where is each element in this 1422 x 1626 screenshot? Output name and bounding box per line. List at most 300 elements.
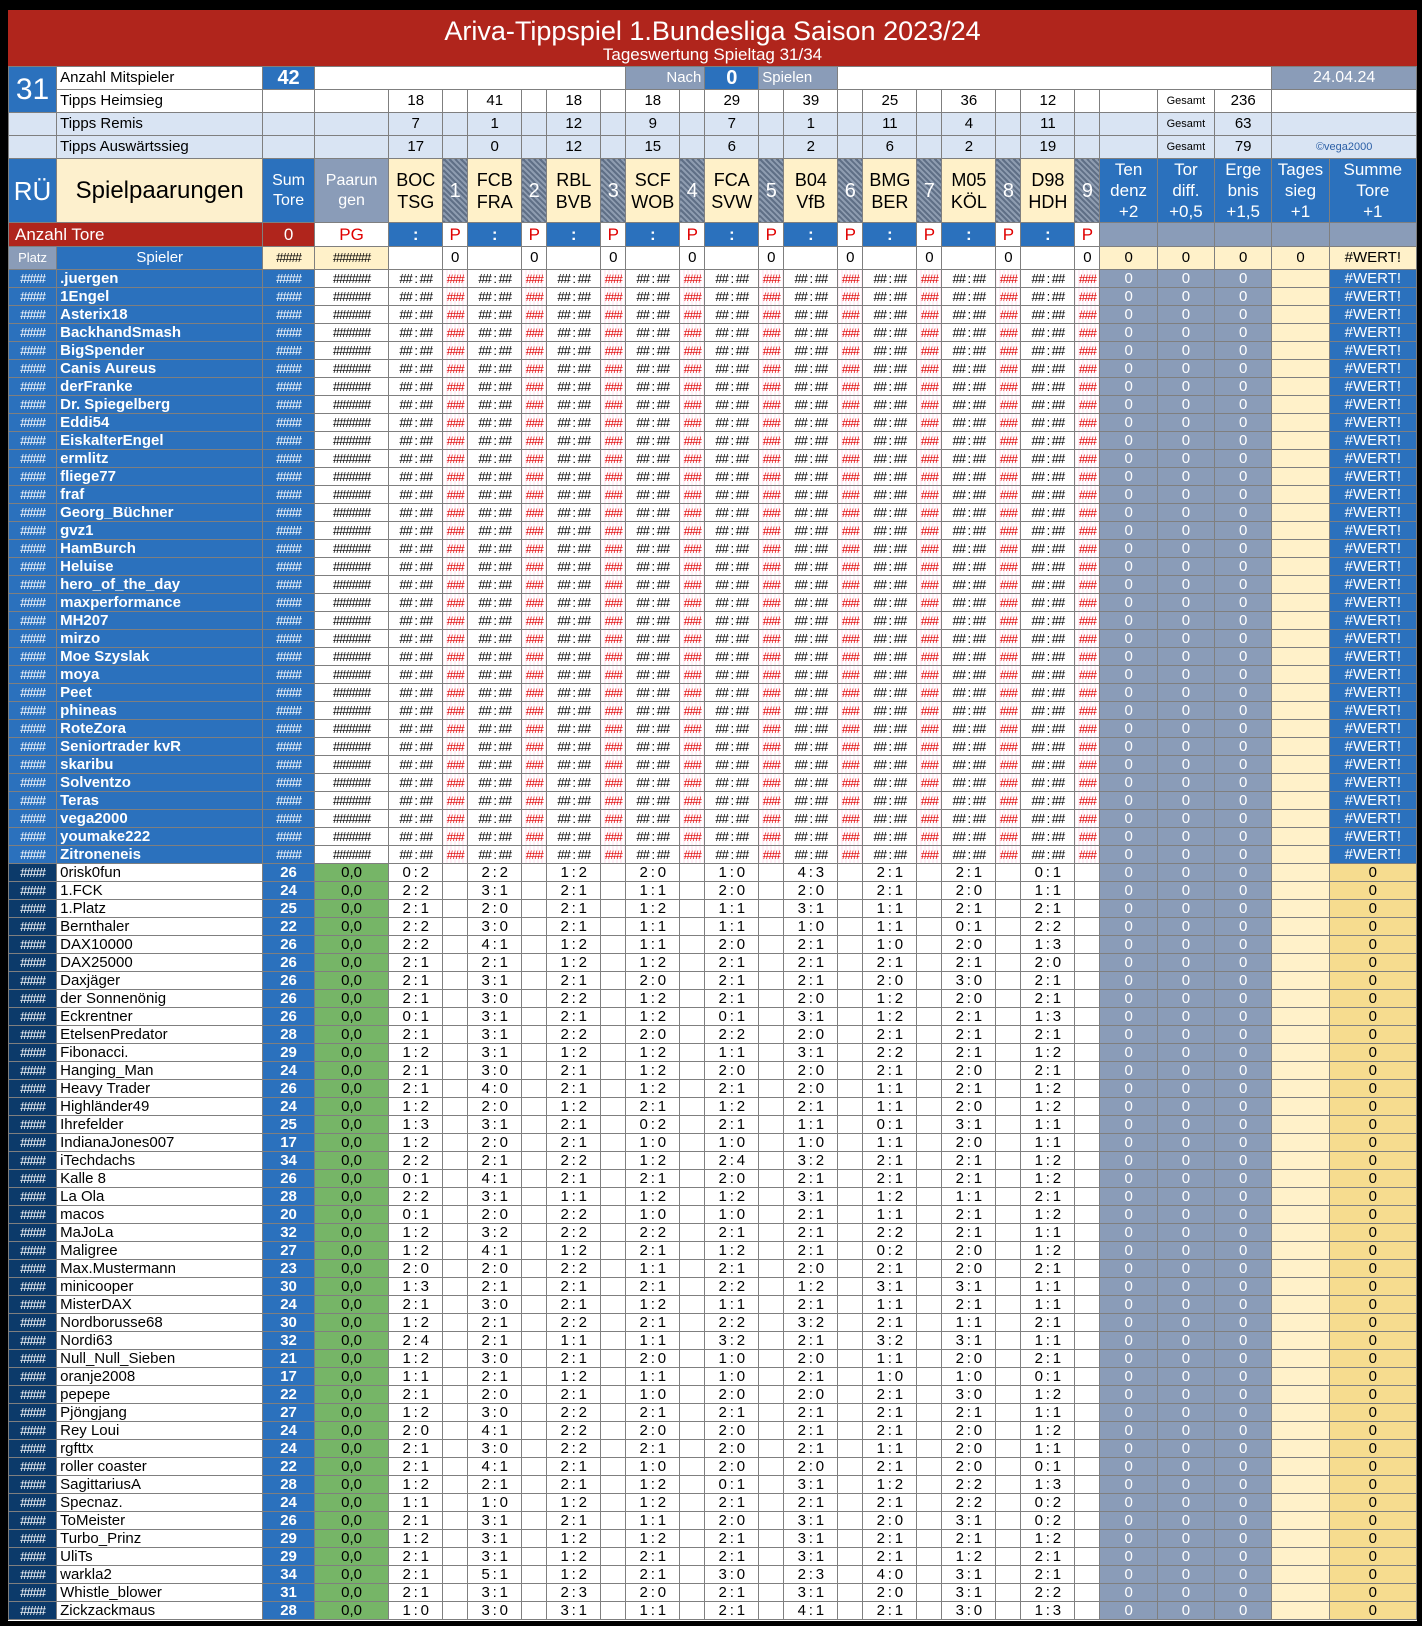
player-name[interactable]: gvz1 bbox=[57, 522, 263, 540]
tipp-cell[interactable]: 2 : 0 bbox=[784, 1350, 838, 1368]
tipp-cell[interactable]: 2 : 0 bbox=[389, 1260, 443, 1278]
tipp-cell[interactable]: 2 : 1 bbox=[626, 1566, 680, 1584]
tipp-cell[interactable]: 2 : 1 bbox=[468, 954, 522, 972]
tipp-cell[interactable]: 1 : 1 bbox=[863, 1206, 917, 1224]
tipp-cell[interactable]: 1 : 2 bbox=[626, 1476, 680, 1494]
tipp-cell[interactable]: 2 : 0 bbox=[784, 1080, 838, 1098]
player-name[interactable]: mirzo bbox=[57, 630, 263, 648]
tipp-cell[interactable]: 1 : 1 bbox=[626, 918, 680, 936]
player-name[interactable]: 1.FCK bbox=[57, 882, 263, 900]
player-name[interactable]: 1.Platz bbox=[57, 900, 263, 918]
tipp-cell[interactable]: 2 : 1 bbox=[863, 882, 917, 900]
tipp-cell[interactable]: 2 : 1 bbox=[705, 1530, 759, 1548]
tipp-cell[interactable]: 2 : 0 bbox=[705, 1440, 759, 1458]
tipp-cell[interactable]: 2 : 0 bbox=[626, 864, 680, 882]
player-name[interactable]: Rey Loui bbox=[57, 1422, 263, 1440]
tipp-cell[interactable]: 0 : 1 bbox=[942, 918, 996, 936]
tipp-cell[interactable]: 1 : 1 bbox=[626, 936, 680, 954]
tipp-cell[interactable]: 1 : 2 bbox=[626, 1494, 680, 1512]
tipp-cell[interactable]: 3 : 1 bbox=[784, 1008, 838, 1026]
tipp-cell[interactable]: 3 : 1 bbox=[784, 1188, 838, 1206]
tipp-cell[interactable]: 2 : 1 bbox=[626, 1278, 680, 1296]
tipp-cell[interactable]: 2 : 1 bbox=[1021, 1314, 1075, 1332]
tipp-cell[interactable]: 1 : 2 bbox=[389, 1134, 443, 1152]
player-name[interactable]: Ihrefelder bbox=[57, 1116, 263, 1134]
tipp-cell[interactable]: 1 : 0 bbox=[626, 1134, 680, 1152]
tipp-cell[interactable]: 1 : 2 bbox=[863, 1188, 917, 1206]
tipp-cell[interactable]: 2 : 2 bbox=[863, 1044, 917, 1062]
tipp-cell[interactable]: 2 : 1 bbox=[863, 1314, 917, 1332]
tipp-cell[interactable]: 2 : 0 bbox=[942, 1134, 996, 1152]
player-name[interactable]: rgfttx bbox=[57, 1440, 263, 1458]
tipp-cell[interactable]: 2 : 1 bbox=[626, 1098, 680, 1116]
tipp-cell[interactable]: 2 : 0 bbox=[784, 1458, 838, 1476]
tipp-cell[interactable]: 3 : 1 bbox=[547, 1602, 601, 1620]
player-name[interactable]: hero_of_the_day bbox=[57, 576, 263, 594]
tipp-cell[interactable]: 1 : 2 bbox=[547, 1368, 601, 1386]
tipp-cell[interactable]: 1 : 1 bbox=[1021, 1404, 1075, 1422]
tipp-cell[interactable]: 1 : 1 bbox=[626, 1512, 680, 1530]
tipp-cell[interactable]: 4 : 3 bbox=[784, 864, 838, 882]
player-name[interactable]: Dr. Spiegelberg bbox=[57, 396, 263, 414]
player-name[interactable]: Whistle_blower bbox=[57, 1584, 263, 1602]
tipp-cell[interactable]: 1 : 0 bbox=[784, 918, 838, 936]
tipp-cell[interactable]: 2 : 0 bbox=[942, 1458, 996, 1476]
tipp-cell[interactable]: 1 : 2 bbox=[547, 1566, 601, 1584]
tipp-cell[interactable]: 2 : 1 bbox=[863, 1458, 917, 1476]
tipp-cell[interactable]: 2 : 1 bbox=[547, 1350, 601, 1368]
tipp-cell[interactable]: 2 : 1 bbox=[863, 1494, 917, 1512]
tipp-cell[interactable]: 2 : 1 bbox=[784, 972, 838, 990]
tipp-cell[interactable]: 1 : 0 bbox=[863, 1368, 917, 1386]
tipp-cell[interactable]: 3 : 0 bbox=[468, 1602, 522, 1620]
tipp-cell[interactable]: 2 : 1 bbox=[784, 1098, 838, 1116]
tipp-cell[interactable]: 1 : 2 bbox=[1021, 1098, 1075, 1116]
tipp-cell[interactable]: 3 : 2 bbox=[784, 1152, 838, 1170]
tipp-cell[interactable]: 2 : 1 bbox=[863, 1530, 917, 1548]
player-name[interactable]: EtelsenPredator bbox=[57, 1026, 263, 1044]
tipp-cell[interactable]: 2 : 2 bbox=[547, 1422, 601, 1440]
tipp-cell[interactable]: 3 : 0 bbox=[468, 1440, 522, 1458]
tipp-cell[interactable]: 2 : 1 bbox=[863, 954, 917, 972]
tipp-cell[interactable]: 2 : 1 bbox=[389, 1584, 443, 1602]
tipp-cell[interactable]: 2 : 2 bbox=[1021, 918, 1075, 936]
player-name[interactable]: Zickzackmaus bbox=[57, 1602, 263, 1620]
tipp-cell[interactable]: 1 : 2 bbox=[389, 1314, 443, 1332]
tipp-cell[interactable]: 3 : 1 bbox=[942, 1116, 996, 1134]
tipp-cell[interactable]: 2 : 1 bbox=[389, 1386, 443, 1404]
tipp-cell[interactable]: 3 : 1 bbox=[863, 1278, 917, 1296]
player-name[interactable]: roller coaster bbox=[57, 1458, 263, 1476]
tipp-cell[interactable]: 1 : 2 bbox=[389, 1224, 443, 1242]
tipp-cell[interactable]: 2 : 1 bbox=[784, 1422, 838, 1440]
player-name[interactable]: BackhandSmash bbox=[57, 324, 263, 342]
tipp-cell[interactable]: 2 : 1 bbox=[784, 1206, 838, 1224]
tipp-cell[interactable]: 1 : 3 bbox=[1021, 936, 1075, 954]
tipp-cell[interactable]: 2 : 1 bbox=[705, 1404, 759, 1422]
tipp-cell[interactable]: 2 : 0 bbox=[626, 1350, 680, 1368]
tipp-cell[interactable]: 1 : 1 bbox=[1021, 882, 1075, 900]
tipp-cell[interactable]: 1 : 2 bbox=[863, 990, 917, 1008]
tipp-cell[interactable]: 1 : 2 bbox=[547, 1242, 601, 1260]
player-name[interactable]: Maligree bbox=[57, 1242, 263, 1260]
tipp-cell[interactable]: 2 : 0 bbox=[468, 1134, 522, 1152]
tipp-cell[interactable]: 3 : 0 bbox=[468, 918, 522, 936]
tipp-cell[interactable]: 1 : 1 bbox=[705, 1296, 759, 1314]
player-name[interactable]: IndianaJones007 bbox=[57, 1134, 263, 1152]
player-name[interactable]: minicooper bbox=[57, 1278, 263, 1296]
tipp-cell[interactable]: 2 : 1 bbox=[1021, 1260, 1075, 1278]
tipp-cell[interactable]: 3 : 1 bbox=[784, 1584, 838, 1602]
tipp-cell[interactable]: 2 : 2 bbox=[705, 1278, 759, 1296]
tipp-cell[interactable]: 2 : 2 bbox=[547, 1440, 601, 1458]
tipp-cell[interactable]: 1 : 1 bbox=[1021, 1134, 1075, 1152]
tipp-cell[interactable]: 2 : 0 bbox=[784, 1062, 838, 1080]
player-name[interactable]: fraf bbox=[57, 486, 263, 504]
tipp-cell[interactable]: 2 : 0 bbox=[705, 882, 759, 900]
tipp-cell[interactable]: 2 : 1 bbox=[942, 900, 996, 918]
tipp-cell[interactable]: 2 : 3 bbox=[547, 1584, 601, 1602]
tipp-cell[interactable]: 3 : 0 bbox=[468, 1404, 522, 1422]
tipp-cell[interactable]: 2 : 1 bbox=[863, 1026, 917, 1044]
tipp-cell[interactable]: 0 : 2 bbox=[626, 1116, 680, 1134]
tipp-cell[interactable]: 2 : 1 bbox=[942, 1530, 996, 1548]
tipp-cell[interactable]: 1 : 2 bbox=[389, 1098, 443, 1116]
tipp-cell[interactable]: 1 : 2 bbox=[389, 1530, 443, 1548]
player-name[interactable]: Turbo_Prinz bbox=[57, 1530, 263, 1548]
player-name[interactable]: Nordborusse68 bbox=[57, 1314, 263, 1332]
tipp-cell[interactable]: 2 : 2 bbox=[942, 1476, 996, 1494]
tipp-cell[interactable]: 2 : 2 bbox=[547, 1152, 601, 1170]
tipp-cell[interactable]: 1 : 1 bbox=[1021, 1332, 1075, 1350]
tipp-cell[interactable]: 1 : 2 bbox=[389, 1404, 443, 1422]
tipp-cell[interactable]: 2 : 0 bbox=[863, 1584, 917, 1602]
tipp-cell[interactable]: 2 : 1 bbox=[863, 1602, 917, 1620]
tipp-cell[interactable]: 2 : 2 bbox=[942, 1494, 996, 1512]
tipp-cell[interactable]: 4 : 1 bbox=[468, 1422, 522, 1440]
tipp-cell[interactable]: 3 : 1 bbox=[468, 1512, 522, 1530]
player-name[interactable]: Eckrentner bbox=[57, 1008, 263, 1026]
tipp-cell[interactable]: 2 : 2 bbox=[547, 1224, 601, 1242]
tipp-cell[interactable]: 4 : 1 bbox=[468, 936, 522, 954]
tipp-cell[interactable]: 4 : 1 bbox=[468, 1170, 522, 1188]
player-name[interactable]: pepepe bbox=[57, 1386, 263, 1404]
tipp-cell[interactable]: 1 : 0 bbox=[705, 864, 759, 882]
tipp-cell[interactable]: 2 : 1 bbox=[468, 1332, 522, 1350]
tipp-cell[interactable]: 1 : 1 bbox=[626, 1260, 680, 1278]
player-name[interactable]: Kalle 8 bbox=[57, 1170, 263, 1188]
player-name[interactable]: youmake222 bbox=[57, 828, 263, 846]
tipp-cell[interactable]: 2 : 1 bbox=[863, 1260, 917, 1278]
tipp-cell[interactable]: 1 : 2 bbox=[626, 1188, 680, 1206]
tipp-cell[interactable]: 1 : 2 bbox=[547, 954, 601, 972]
tipp-cell[interactable]: 2 : 1 bbox=[705, 990, 759, 1008]
tipp-cell[interactable]: 2 : 2 bbox=[547, 1314, 601, 1332]
tipp-cell[interactable]: 2 : 0 bbox=[705, 1386, 759, 1404]
tipp-cell[interactable]: 1 : 2 bbox=[626, 1152, 680, 1170]
tipp-cell[interactable]: 2 : 2 bbox=[389, 918, 443, 936]
tipp-cell[interactable]: 2 : 1 bbox=[705, 954, 759, 972]
tipp-cell[interactable]: 2 : 1 bbox=[547, 1278, 601, 1296]
player-name[interactable]: warkla2 bbox=[57, 1566, 263, 1584]
tipp-cell[interactable]: 1 : 1 bbox=[784, 1116, 838, 1134]
tipp-cell[interactable]: 1 : 0 bbox=[705, 1350, 759, 1368]
player-name[interactable]: Null_Null_Sieben bbox=[57, 1350, 263, 1368]
player-name[interactable]: Peet bbox=[57, 684, 263, 702]
tipp-cell[interactable]: 2 : 0 bbox=[626, 972, 680, 990]
player-name[interactable]: DAX25000 bbox=[57, 954, 263, 972]
tipp-cell[interactable]: 2 : 1 bbox=[547, 900, 601, 918]
tipp-cell[interactable]: 2 : 0 bbox=[784, 1026, 838, 1044]
tipp-cell[interactable]: 2 : 1 bbox=[389, 972, 443, 990]
tipp-cell[interactable]: 1 : 2 bbox=[626, 954, 680, 972]
tipp-cell[interactable]: 3 : 0 bbox=[942, 972, 996, 990]
tipp-cell[interactable]: 2 : 2 bbox=[389, 936, 443, 954]
tipp-cell[interactable]: 2 : 0 bbox=[942, 936, 996, 954]
tipp-cell[interactable]: 1 : 2 bbox=[547, 1494, 601, 1512]
tipp-cell[interactable]: 1 : 1 bbox=[863, 1296, 917, 1314]
tipp-cell[interactable]: 2 : 1 bbox=[626, 1314, 680, 1332]
tipp-cell[interactable]: 1 : 2 bbox=[626, 900, 680, 918]
tipp-cell[interactable]: 1 : 2 bbox=[1021, 1530, 1075, 1548]
tipp-cell[interactable]: 0 : 1 bbox=[1021, 1458, 1075, 1476]
tipp-cell[interactable]: 1 : 1 bbox=[626, 1368, 680, 1386]
tipp-cell[interactable]: 2 : 0 bbox=[389, 1422, 443, 1440]
tipp-cell[interactable]: 4 : 0 bbox=[468, 1080, 522, 1098]
tipp-cell[interactable]: 1 : 0 bbox=[705, 1368, 759, 1386]
player-name[interactable]: .juergen bbox=[57, 270, 263, 288]
tipp-cell[interactable]: 1 : 1 bbox=[1021, 1296, 1075, 1314]
tipp-cell[interactable]: 2 : 1 bbox=[1021, 1548, 1075, 1566]
player-name[interactable]: Teras bbox=[57, 792, 263, 810]
tipp-cell[interactable]: 2 : 0 bbox=[942, 1062, 996, 1080]
result-input[interactable]: : bbox=[784, 223, 838, 247]
tipp-cell[interactable]: 1 : 1 bbox=[1021, 1116, 1075, 1134]
tipp-cell[interactable]: 1 : 1 bbox=[389, 1494, 443, 1512]
tipp-cell[interactable]: 0 : 1 bbox=[1021, 1368, 1075, 1386]
player-name[interactable]: Seniortrader kvR bbox=[57, 738, 263, 756]
tipp-cell[interactable]: 2 : 2 bbox=[389, 1152, 443, 1170]
tipp-cell[interactable]: 1 : 2 bbox=[626, 1530, 680, 1548]
tipp-cell[interactable]: 1 : 0 bbox=[784, 1134, 838, 1152]
tipp-cell[interactable]: 0 : 1 bbox=[863, 1116, 917, 1134]
tipp-cell[interactable]: 1 : 0 bbox=[705, 1206, 759, 1224]
tipp-cell[interactable]: 3 : 1 bbox=[784, 1530, 838, 1548]
tipp-cell[interactable]: 2 : 1 bbox=[705, 1494, 759, 1512]
tipp-cell[interactable]: 2 : 1 bbox=[1021, 1026, 1075, 1044]
tipp-cell[interactable]: 2 : 0 bbox=[942, 1260, 996, 1278]
tipp-cell[interactable]: 1 : 0 bbox=[468, 1494, 522, 1512]
player-name[interactable]: Georg_Büchner bbox=[57, 504, 263, 522]
tipp-cell[interactable]: 3 : 2 bbox=[705, 1332, 759, 1350]
tipp-cell[interactable]: 3 : 2 bbox=[863, 1332, 917, 1350]
tipp-cell[interactable]: 2 : 1 bbox=[626, 1404, 680, 1422]
tipp-cell[interactable]: 2 : 0 bbox=[705, 1170, 759, 1188]
tipp-cell[interactable]: 2 : 1 bbox=[626, 1170, 680, 1188]
tipp-cell[interactable]: 1 : 1 bbox=[1021, 1440, 1075, 1458]
tipp-cell[interactable]: 2 : 0 bbox=[468, 1206, 522, 1224]
tipp-cell[interactable]: 2 : 1 bbox=[547, 1296, 601, 1314]
tipp-cell[interactable]: 2 : 2 bbox=[547, 990, 601, 1008]
tipp-cell[interactable]: 2 : 2 bbox=[389, 1188, 443, 1206]
player-name[interactable]: Daxjäger bbox=[57, 972, 263, 990]
tipp-cell[interactable]: 2 : 1 bbox=[784, 1224, 838, 1242]
player-name[interactable]: Moe Szyslak bbox=[57, 648, 263, 666]
tipp-cell[interactable]: 2 : 0 bbox=[942, 882, 996, 900]
player-name[interactable]: BigSpender bbox=[57, 342, 263, 360]
tipp-cell[interactable]: 0 : 1 bbox=[389, 1206, 443, 1224]
tipp-cell[interactable]: 3 : 0 bbox=[468, 1350, 522, 1368]
tipp-cell[interactable]: 2 : 2 bbox=[389, 882, 443, 900]
tipp-cell[interactable]: 3 : 1 bbox=[468, 882, 522, 900]
tipp-cell[interactable]: 2 : 1 bbox=[547, 1512, 601, 1530]
tipp-cell[interactable]: 2 : 1 bbox=[468, 1476, 522, 1494]
tipp-cell[interactable]: 2 : 1 bbox=[942, 1008, 996, 1026]
player-name[interactable]: Bernthaler bbox=[57, 918, 263, 936]
player-name[interactable]: Highländer49 bbox=[57, 1098, 263, 1116]
tipp-cell[interactable]: 2 : 0 bbox=[705, 936, 759, 954]
tipp-cell[interactable]: 2 : 1 bbox=[389, 1512, 443, 1530]
tipp-cell[interactable]: 2 : 0 bbox=[626, 1026, 680, 1044]
tipp-cell[interactable]: 1 : 2 bbox=[1021, 1422, 1075, 1440]
tipp-cell[interactable]: 1 : 0 bbox=[705, 1134, 759, 1152]
tipp-cell[interactable]: 2 : 1 bbox=[784, 1368, 838, 1386]
tipp-cell[interactable]: 1 : 1 bbox=[705, 1044, 759, 1062]
tipp-cell[interactable]: 2 : 1 bbox=[705, 1548, 759, 1566]
tipp-cell[interactable]: 1 : 2 bbox=[1021, 1044, 1075, 1062]
tipp-cell[interactable]: 2 : 1 bbox=[942, 864, 996, 882]
tipp-cell[interactable]: 1 : 1 bbox=[863, 1080, 917, 1098]
player-name[interactable]: moya bbox=[57, 666, 263, 684]
tipp-cell[interactable]: 1 : 0 bbox=[626, 1386, 680, 1404]
tipp-cell[interactable]: 2 : 1 bbox=[547, 972, 601, 990]
tipp-cell[interactable]: 3 : 1 bbox=[468, 1548, 522, 1566]
tipp-cell[interactable]: 2 : 0 bbox=[626, 1584, 680, 1602]
player-name[interactable]: Pjöngjang bbox=[57, 1404, 263, 1422]
tipp-cell[interactable]: 1 : 2 bbox=[705, 1098, 759, 1116]
tipp-cell[interactable]: 2 : 1 bbox=[942, 1206, 996, 1224]
tipp-cell[interactable]: 4 : 1 bbox=[784, 1602, 838, 1620]
tipp-cell[interactable]: 2 : 1 bbox=[468, 1152, 522, 1170]
tipp-cell[interactable]: 3 : 1 bbox=[468, 972, 522, 990]
tipp-cell[interactable]: 3 : 0 bbox=[468, 990, 522, 1008]
tipp-cell[interactable]: 2 : 0 bbox=[942, 1350, 996, 1368]
tipp-cell[interactable]: 2 : 1 bbox=[468, 1368, 522, 1386]
tipp-cell[interactable]: 1 : 0 bbox=[389, 1602, 443, 1620]
player-name[interactable]: DAX10000 bbox=[57, 936, 263, 954]
player-name[interactable]: EiskalterEngel bbox=[57, 432, 263, 450]
tipp-cell[interactable]: 1 : 2 bbox=[389, 1476, 443, 1494]
result-input[interactable]: : bbox=[942, 223, 996, 247]
tipp-cell[interactable]: 3 : 2 bbox=[784, 1314, 838, 1332]
tipp-cell[interactable]: 3 : 1 bbox=[468, 1584, 522, 1602]
tipp-cell[interactable]: 2 : 1 bbox=[863, 1170, 917, 1188]
tipp-cell[interactable]: 2 : 0 bbox=[705, 1062, 759, 1080]
tipp-cell[interactable]: 2 : 1 bbox=[705, 972, 759, 990]
tipp-cell[interactable]: 0 : 2 bbox=[1021, 1494, 1075, 1512]
tipp-cell[interactable]: 2 : 0 bbox=[626, 1422, 680, 1440]
tipp-cell[interactable]: 1 : 0 bbox=[942, 1368, 996, 1386]
tipp-cell[interactable]: 2 : 1 bbox=[784, 1296, 838, 1314]
tipp-cell[interactable]: 1 : 1 bbox=[863, 1350, 917, 1368]
tipp-cell[interactable]: 2 : 0 bbox=[942, 990, 996, 1008]
player-name[interactable]: UliTs bbox=[57, 1548, 263, 1566]
tipp-cell[interactable]: 1 : 1 bbox=[547, 1332, 601, 1350]
tipp-cell[interactable]: 2 : 1 bbox=[705, 1260, 759, 1278]
tipp-cell[interactable]: 3 : 1 bbox=[942, 1512, 996, 1530]
player-name[interactable]: Nordi63 bbox=[57, 1332, 263, 1350]
tipp-cell[interactable]: 3 : 1 bbox=[942, 1566, 996, 1584]
tipp-cell[interactable]: 1 : 2 bbox=[547, 936, 601, 954]
tipp-cell[interactable]: 2 : 1 bbox=[705, 1116, 759, 1134]
tipp-cell[interactable]: 2 : 0 bbox=[942, 1098, 996, 1116]
tipp-cell[interactable]: 1 : 1 bbox=[1021, 1278, 1075, 1296]
result-input[interactable]: : bbox=[863, 223, 917, 247]
tipp-cell[interactable]: 2 : 1 bbox=[547, 1062, 601, 1080]
tipp-cell[interactable]: 1 : 3 bbox=[389, 1278, 443, 1296]
tipp-cell[interactable]: 2 : 1 bbox=[942, 1080, 996, 1098]
tipp-cell[interactable]: 2 : 1 bbox=[626, 1440, 680, 1458]
player-name[interactable]: HamBurch bbox=[57, 540, 263, 558]
tipp-cell[interactable]: 4 : 1 bbox=[468, 1242, 522, 1260]
tipp-cell[interactable]: 2 : 0 bbox=[784, 1386, 838, 1404]
tipp-cell[interactable]: 3 : 1 bbox=[468, 1116, 522, 1134]
tipp-cell[interactable]: 1 : 2 bbox=[705, 1188, 759, 1206]
tipp-cell[interactable]: 0 : 2 bbox=[863, 1242, 917, 1260]
tipp-cell[interactable]: 2 : 1 bbox=[389, 1062, 443, 1080]
tipp-cell[interactable]: 2 : 1 bbox=[547, 1458, 601, 1476]
result-input[interactable]: : bbox=[468, 223, 522, 247]
tipp-cell[interactable]: 1 : 2 bbox=[389, 1044, 443, 1062]
tipp-cell[interactable]: 2 : 1 bbox=[547, 1116, 601, 1134]
player-name[interactable]: Zitroneneis bbox=[57, 846, 263, 864]
tipp-cell[interactable]: 1 : 2 bbox=[784, 1278, 838, 1296]
tipp-cell[interactable]: 2 : 0 bbox=[468, 1260, 522, 1278]
tipp-cell[interactable]: 2 : 0 bbox=[784, 882, 838, 900]
tipp-cell[interactable]: 2 : 0 bbox=[863, 1512, 917, 1530]
tipp-cell[interactable]: 2 : 1 bbox=[942, 1404, 996, 1422]
tipp-cell[interactable]: 2 : 0 bbox=[705, 1458, 759, 1476]
tipp-cell[interactable]: 1 : 2 bbox=[389, 1242, 443, 1260]
tipp-cell[interactable]: 2 : 1 bbox=[784, 1440, 838, 1458]
player-name[interactable]: maxperformance bbox=[57, 594, 263, 612]
tipp-cell[interactable]: 1 : 2 bbox=[547, 864, 601, 882]
player-name[interactable]: Hanging_Man bbox=[57, 1062, 263, 1080]
tipp-cell[interactable]: 1 : 3 bbox=[389, 1116, 443, 1134]
tipp-cell[interactable]: 1 : 1 bbox=[626, 882, 680, 900]
tipp-cell[interactable]: 2 : 2 bbox=[626, 1224, 680, 1242]
tipp-cell[interactable]: 1 : 2 bbox=[626, 1080, 680, 1098]
tipp-cell[interactable]: 3 : 1 bbox=[784, 1512, 838, 1530]
tipp-cell[interactable]: 2 : 1 bbox=[389, 990, 443, 1008]
player-name[interactable]: fliege77 bbox=[57, 468, 263, 486]
tipp-cell[interactable]: 3 : 1 bbox=[784, 1476, 838, 1494]
player-name[interactable]: macos bbox=[57, 1206, 263, 1224]
tipp-cell[interactable]: 1 : 2 bbox=[547, 1530, 601, 1548]
tipp-cell[interactable]: 2 : 1 bbox=[705, 1080, 759, 1098]
tipp-cell[interactable]: 2 : 1 bbox=[784, 954, 838, 972]
tipp-cell[interactable]: 2 : 1 bbox=[389, 1566, 443, 1584]
player-name[interactable]: MaJoLa bbox=[57, 1224, 263, 1242]
tipp-cell[interactable]: 2 : 0 bbox=[942, 1242, 996, 1260]
tipp-cell[interactable]: 1 : 2 bbox=[626, 1008, 680, 1026]
tipp-cell[interactable]: 3 : 1 bbox=[784, 1044, 838, 1062]
tipp-cell[interactable]: 1 : 2 bbox=[863, 1008, 917, 1026]
player-name[interactable]: Specnaz. bbox=[57, 1494, 263, 1512]
tipp-cell[interactable]: 2 : 1 bbox=[1021, 1188, 1075, 1206]
tipp-cell[interactable]: 2 : 0 bbox=[468, 1386, 522, 1404]
tipp-cell[interactable]: 2 : 2 bbox=[468, 864, 522, 882]
